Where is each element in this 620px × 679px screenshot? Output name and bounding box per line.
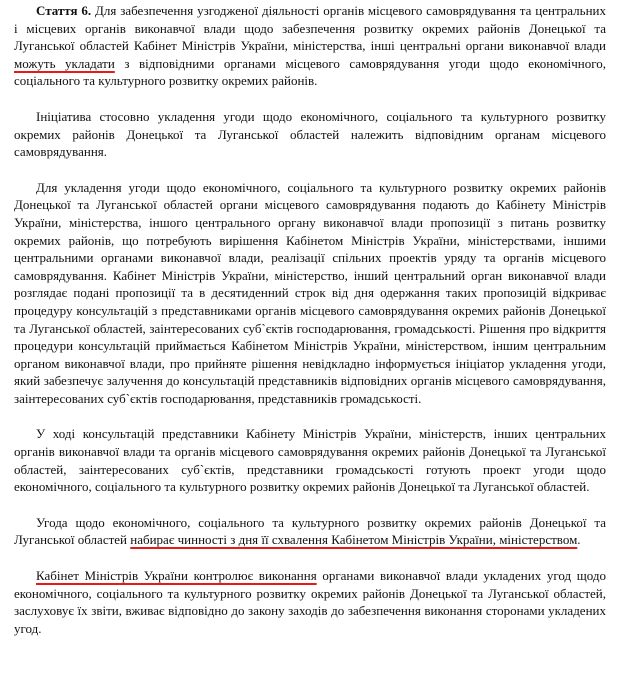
paragraph-1-text-after: з відповідними органами місцевого самоврядування угоди щодо економічного, соціального та культурного розвитку окремих районів. (14, 55, 606, 89)
paragraph-2: Ініціатива стосовно укладення угоди щодо економічного, соціального та культурного розвитку окремих районів Донецької та Луганської областей належить відповідним органам місцевого самоврядування. (14, 108, 606, 160)
paragraph-5 (14, 514, 606, 549)
article-label: Стаття 6. (36, 3, 92, 18)
paragraph-4: У ході консультацій представники Кабінету Міністрів України, міністерств, інших центральних органів виконавчої влади та органів місцевого самоврядування окремих районів Донецької та Луганської областей, заінтересованих суб`єктів, представники громадськості готують проект угоди щодо економічного, соціального та культурного розвитку окремих районів Донецької та Луганської областей. (14, 426, 606, 495)
highlight-may-conclude: можуть укладати (14, 55, 115, 71)
law-text (14, 2, 606, 637)
paragraph-6-text-after: органами виконавчої влади укладених угод щодо економічного, соціального та культурного розвитку окремих районів Донецької та Луганської областей, заслуховує їх звіти, вживає відповідно до закону заходів до забезпечення виконання сторонами укладених угод. (14, 568, 606, 636)
paragraph-3: Для укладення угоди щодо економічного, соціального та культурного розвитку окремих районів Донецької та Луганської областей органи місцевого самоврядування подають до Кабінету Міністрів України, міністерства, іншого центрального органу виконавчої влади пропозиції з питань розвитку окремих районів, що потребують вирішення Кабінетом Міністрів України, міністерствами, іншими центральними органами виконавчої влади, реалізації спільних проектів уряду та органів місцевого самоврядування. Кабінет Міністрів України, міністерство, інший центральний орган виконавчої влади розглядає подані пропозиції та в десятиденний строк від дня одержання таких пропозицій відкриває процедуру консультацій з представниками органів місцевого самоврядування окремих районів Донецької та Луганської областей, заінтересованих суб`єктів господарювання, громадськості. Рішення про відкриття процедури консультацій приймається Кабінетом Міністрів України, міністерством, іншим центральним органом виконавчої влади, про прийняте рішення невідкладно інформується ініціатор укладення угоди, який забезпечує залучення до консультацій представників відповідних органів місцевого самоврядування, заінтересованих суб`єктів господарювання, представників громадськості. (14, 179, 606, 406)
paragraph-1 (14, 2, 606, 90)
paragraph-5-text-before: Угода щодо економічного, соціального та культурного розвитку окремих районів Донецької та Луганської областей (14, 514, 606, 548)
paragraph-1-text-before: Для забезпечення узгодженої діяльності органів місцевого самоврядування та центральних і місцевих органів виконавчої влади щодо забезпечення розвитку окремих районів Донецької та Луганської областей Кабінет Міністрів України, міністерства, інші центральні органи виконавчої влади (14, 3, 607, 54)
paragraph-5-text-after: . (577, 532, 581, 548)
highlight-cabinet-controls: Кабінет Міністрів України контролює виконання (36, 568, 317, 584)
highlight-enters-into-force: набирає чинності з дня її схвалення Кабінетом Міністрів України, міністерством (130, 532, 578, 548)
paragraph-6 (14, 567, 606, 637)
